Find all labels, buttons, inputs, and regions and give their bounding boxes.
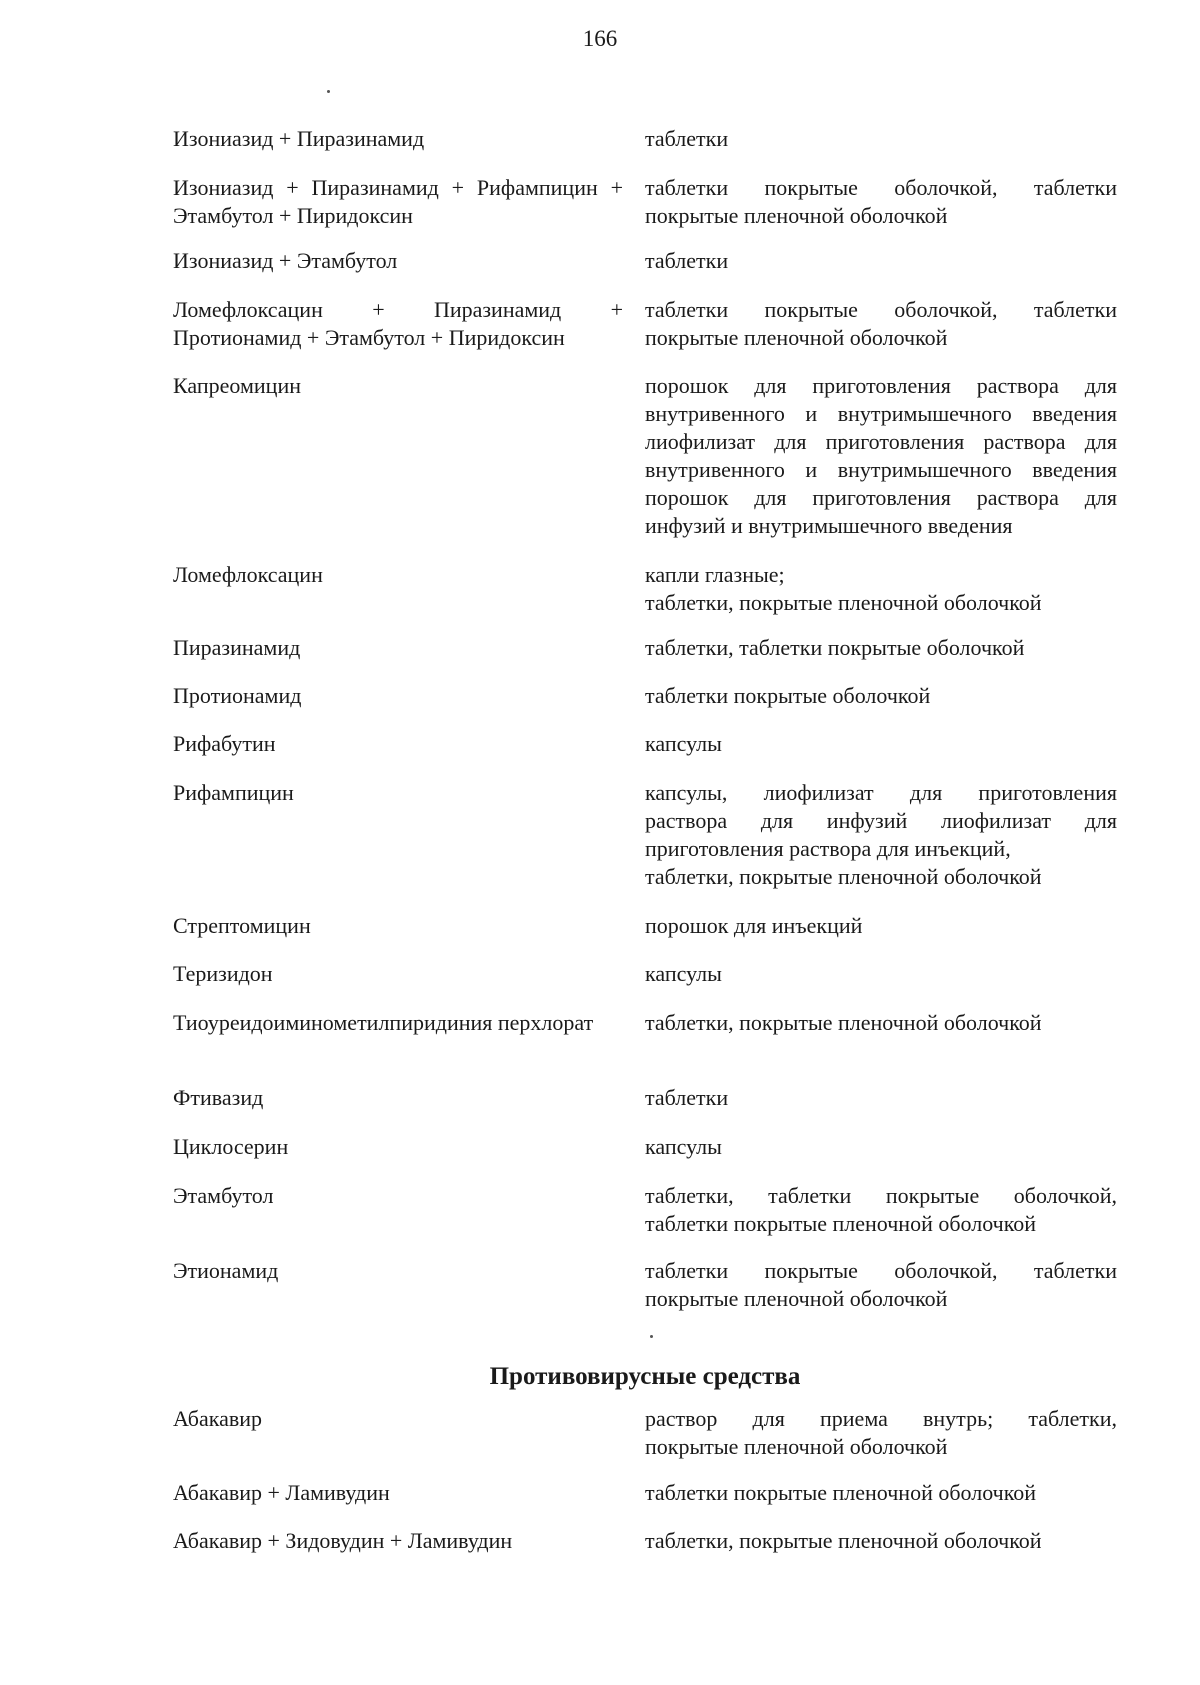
dosage-form-line: лиофилизат для приготовления раствора для <box>645 429 1117 454</box>
dosage-form <box>645 1479 1117 1507</box>
drug-name: Рифампицин <box>173 780 294 805</box>
dosage-form <box>645 1182 1117 1238</box>
dosage-form-line: таблетки, покрытые пленочной оболочкой <box>645 1528 1042 1553</box>
dosage-form-line: таблетки покрытые оболочкой <box>645 683 931 708</box>
dosage-form <box>645 174 1117 230</box>
dosage-form-line: капсулы <box>645 731 722 756</box>
dosage-form-line: таблетки, покрытые пленочной оболочкой <box>645 590 1042 615</box>
dosage-form-line: таблетки <box>645 1085 729 1110</box>
dosage-form-line: таблетки, таблетки покрытые оболочкой <box>645 635 1025 660</box>
dosage-form-line: порошок для инъекций <box>645 913 863 938</box>
dosage-form-line: инфузий и внутримышечного введения <box>645 513 1013 538</box>
drug-name: Циклосерин <box>173 1134 289 1159</box>
drug-name: Абакавир + Зидовудин + Ламивудин <box>173 1528 513 1553</box>
dosage-form <box>645 960 1117 988</box>
dosage-form <box>645 682 1117 710</box>
dosage-form <box>645 125 1117 153</box>
dosage-form <box>645 1405 1117 1461</box>
drug-name: Тиоуреидоиминометилпиридиния перхлорат <box>173 1010 594 1035</box>
dosage-form-line: таблетки покрытые оболочкой, таблетки <box>645 297 1117 322</box>
dosage-form-line: раствора для инфузий лиофилизат для <box>645 808 1117 833</box>
drug-name: Пиразинамид <box>173 635 301 660</box>
dosage-form <box>645 1084 1117 1112</box>
drug-name: Изониазид + Этамбутол <box>173 248 398 273</box>
dosage-form-line: покрытые пленочной оболочкой <box>645 1286 948 1311</box>
drug-name: Рифабутин <box>173 731 276 756</box>
dosage-form <box>645 372 1117 540</box>
dosage-form-line: таблетки <box>645 248 729 273</box>
dosage-form-line: таблетки <box>645 126 729 151</box>
drug-name: Изониазид + Пиразинамид <box>173 126 425 151</box>
drug-name: Ломефлоксацин + Пиразинамид + Протионамид + Этамбутол + Пиридоксин <box>173 297 623 350</box>
scan-speck <box>327 90 330 93</box>
drug-name: Ломефлоксацин <box>173 562 323 587</box>
dosage-form-line: покрытые пленочной оболочкой <box>645 1434 948 1459</box>
drug-name: Абакавир + Ламивудин <box>173 1480 390 1505</box>
dosage-form <box>645 296 1117 352</box>
dosage-form-line: порошок для приготовления раствора для <box>645 373 1117 398</box>
drug-name: Протионамид <box>173 683 302 708</box>
dosage-form-line: капсулы, лиофилизат для приготовления <box>645 780 1117 805</box>
dosage-form-line: внутривенного и внутримышечного введения <box>645 401 1117 426</box>
dosage-form <box>645 912 1117 940</box>
dosage-form-line: раствор для приема внутрь; таблетки, <box>645 1406 1117 1431</box>
drug-name: Изониазид + Пиразинамид + Рифампицин + Этамбутол + Пиридоксин <box>173 175 623 228</box>
page-number: 166 <box>582 26 618 51</box>
dosage-form-line: таблетки покрытые оболочкой, таблетки <box>645 175 1117 200</box>
dosage-form <box>645 779 1117 891</box>
dosage-form-line: капсулы <box>645 961 722 986</box>
drug-name: Стрептомицин <box>173 913 311 938</box>
dosage-form <box>645 634 1117 662</box>
drug-name: Капреомицин <box>173 373 301 398</box>
dosage-form-line: таблетки, покрытые пленочной оболочкой <box>645 864 1042 889</box>
dosage-form <box>645 1009 1117 1037</box>
dosage-form-line: покрытые пленочной оболочкой <box>645 325 948 350</box>
scan-speck <box>650 1335 653 1338</box>
dosage-form-line: таблетки покрытые пленочной оболочкой <box>645 1480 1037 1505</box>
drug-name: Этамбутол <box>173 1183 274 1208</box>
dosage-form <box>645 1133 1117 1161</box>
dosage-form-line: таблетки покрытые оболочкой, таблетки <box>645 1258 1117 1283</box>
dosage-form-line: таблетки, покрытые пленочной оболочкой <box>645 1010 1042 1035</box>
dosage-form-line: таблетки, таблетки покрытые оболочкой, <box>645 1183 1117 1208</box>
dosage-form-line: капсулы <box>645 1134 722 1159</box>
dosage-form-line: приготовления раствора для инъекций, <box>645 836 1011 861</box>
dosage-form <box>645 1257 1117 1313</box>
dosage-form-line: внутривенного и внутримышечного введения <box>645 457 1117 482</box>
dosage-form-line: таблетки покрытые пленочной оболочкой <box>645 1211 1037 1236</box>
dosage-form-line: капли глазные; <box>645 562 785 587</box>
dosage-form-line: покрытые пленочной оболочкой <box>645 203 948 228</box>
dosage-form <box>645 730 1117 758</box>
drug-name: Фтивазид <box>173 1085 264 1110</box>
section-title: Противовирусные средства <box>489 1363 801 1390</box>
dosage-form <box>645 247 1117 275</box>
drug-name: Абакавир <box>173 1406 263 1431</box>
drug-name: Теризидон <box>173 961 273 986</box>
drug-name: Этионамид <box>173 1258 279 1283</box>
dosage-form <box>645 1527 1117 1555</box>
dosage-form-line: порошок для приготовления раствора для <box>645 485 1117 510</box>
dosage-form <box>645 561 1117 617</box>
